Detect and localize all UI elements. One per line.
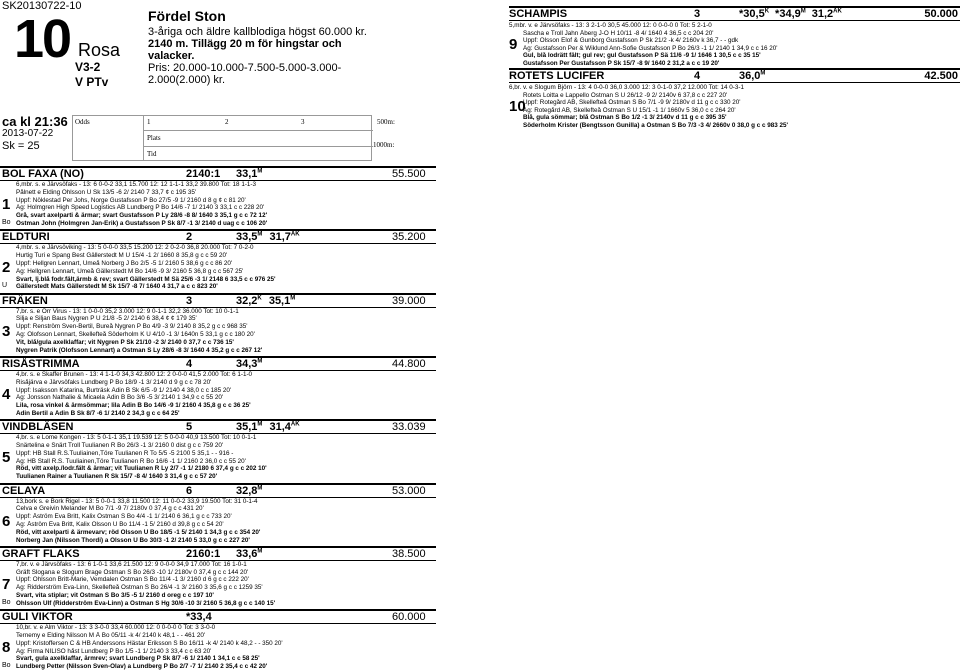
record-value: 35,1 [265, 294, 291, 307]
horse-rule [509, 6, 960, 8]
record-sup: AK [290, 421, 300, 428]
horse-record-2 [236, 168, 262, 180]
horse-line: Silja e Siljan Baus Nygren P U 21/8 -5 2/ 2140 6 38,4 ¢ ¢ 179 35' [16, 315, 197, 323]
horse-line: Celva e Greivin Melander M Bo 7/1 -9 7/ 2180v 0 37,4 g c c 431 20' [16, 505, 204, 513]
horse-line: Röd, vitt axelp./lodr.fält & ärmar; vit Tuulianen R Ly 2/7 -1 1/ 2180 6 37,4 g c c 202 10' [16, 465, 267, 473]
post-prefix: Bo [2, 219, 11, 226]
horse-line: Gällerstedt Mats Gällerstedt M Sk 15/7 -8 7/ 1640 4 31,7 a c c 823 20' [16, 283, 218, 291]
horse-sep [509, 20, 960, 21]
race-date: 2013-07-22 [2, 128, 54, 139]
horse-record-main: 3 [186, 294, 193, 307]
record-value: 32,2 [236, 294, 258, 307]
horse-line: 6,br. v. e Slogum Björn - 13: 4 0-0-0 36,0 3.000 12: 3 0-1-0 37,2 12.000 Tot: 14 0-3-1 [509, 84, 745, 91]
horse-line: Uppf: Olsson Elof & Gunborg Gustafsson P Sk 21/2 -k 4/ 2160v k 36,7 - - gdk [523, 37, 739, 44]
horse-line: Äg: Firma NILISO håst Lundberg P Bo 1/5 -1 1/ 2140 3 33,4 c c 63 20' [16, 647, 212, 655]
horse-prize: 50.000 [924, 8, 958, 20]
record-sup: AK [290, 231, 300, 238]
horse-prize: 53.000 [392, 484, 426, 497]
horse-sep [509, 82, 960, 83]
horse-name: GRAFT FLAKS [2, 547, 80, 560]
horse-line: Ohlsson Ulf (Ridderström Eva-Linn) a Östman S Hg 30/6 -10 3/ 2160 5 36,8 g c c 140 15' [16, 599, 276, 607]
horse-name: CELAYA [2, 484, 46, 497]
start-number: 8 [2, 639, 11, 657]
horse-prize: 55.500 [392, 168, 426, 180]
horse-line: 7,br. v. e Järvsöfaks - 13: 6 1-0-1 33,6 21.500 12: 9 0-0-0 34,9 17.000 Tot: 16 1-0-1 [16, 560, 247, 568]
horse-line: Uppf: Hellgren Lennart, Umeå Norberg J Bo 2/5 -5 1/ 2160 5 38,6 g c c 86 20' [16, 259, 233, 267]
start-number: 5 [2, 449, 11, 467]
horse-line: Uppf: Kristoffersen C & HB Anderssons Hästar Eriksson S Bo 16/11 -k 4/ 2140 k 48,2 - - 350 20' [16, 639, 283, 647]
record-value: 35,1 [236, 421, 258, 434]
horse-name: RISÅSTRIMMA [2, 357, 80, 370]
horse-name: ROTETS LUCIFER [509, 70, 605, 82]
record-sup: M [800, 8, 806, 15]
record-sup: M [257, 168, 263, 175]
horse-line: Ädin Bertil a Ädin B Sk 8/7 -6 1/ 2140 2 34,3 g c c 64 25' [16, 409, 180, 417]
horse-line: 5,mbr. v. e Järvsöfaks - 13: 3 2-1-0 30,5 45.000 12: 0 0-0-0 0 Tot: 5 2-1-0 [509, 22, 712, 29]
record-sup: M [257, 358, 263, 365]
horse-line: Grå, svart axelparti & ärmar; svart Gustafsson P Ly 28/6 -8 8/ 1640 3 35,1 g c c 72 12' [16, 212, 268, 220]
desc-line-1: 3-åriga och äldre kallblodiga högst 60.000 kr. [148, 26, 367, 38]
horse-line: Gul, blå lodrätt fält; gul rev; gul Gustafsson P Sä 11/6 -9 1/ 1646 1 30,5 c c 35 15' [523, 52, 761, 59]
horse-line: 4,br. s. e Skaffer Brunen - 13: 4 1-1-0 34,3 42.800 12: 2 0-0-0 41,5 2.000 Tot: 6 1-1-0 [16, 370, 253, 378]
horse-record-main: *33,4 [186, 611, 212, 624]
odds-col-2: 2 [225, 118, 229, 126]
horse-line: Svart, gula axelklaffar, ärmrev; svart Lundberg P Sk 8/7 -6 1/ 2140 1 34,1 c c 58 25' [16, 655, 260, 663]
record-sup: K [764, 8, 770, 15]
post-prefix: U [2, 282, 8, 290]
horse-number: 4 [694, 70, 701, 82]
horse-name: VINDBLÄSEN [2, 421, 74, 434]
start-number: 9 [509, 36, 518, 53]
record-value: 33,5 [236, 231, 258, 244]
horse-line: Äg: HB Stall R.S. Tuuliainen,Töre Tuulianen R Bo 16/6 -1 1/ 2160 2 36,0 c c 55 20' [16, 457, 246, 465]
horse-name: GULI VIKTOR [2, 611, 73, 624]
horse-record-main: 2140:1 [186, 168, 221, 180]
horse-line: Äg: Hellgren Lennart, Umeå Gällerstedt M Bo 14/6 -9 3/ 2160 5 36,8 g c c 567 25' [16, 267, 244, 275]
record-sup: M [257, 484, 263, 491]
desc-line-2: 2140 m. Tillägg 20 m för hingstar och valacker. [148, 38, 342, 62]
record-sup: M [257, 421, 263, 428]
record-value: 31,7 [266, 231, 291, 244]
horse-line: Sascha e Troll Jahn Åberg J-O H 10/11 -8 4/ 1640 4 36,5 c c 204 20' [523, 29, 714, 37]
start-number: 1 [2, 196, 11, 213]
start-number: 6 [2, 512, 11, 530]
horse-record-main: 2160:1 [186, 547, 221, 560]
tid-label: Tid [147, 150, 157, 158]
race-id: SK20130722-10 [2, 0, 82, 12]
start-number: 3 [2, 322, 11, 340]
horse-record-main: 2 [186, 231, 193, 244]
horse-line: Uppf: Rotegård AB, Skellefteå Östman S Bo 7/1 -9 9/ 2180v d 11 g c c 330 20' [523, 99, 741, 106]
odds-col-1: 1 [147, 118, 151, 126]
horse-line: 6,mbr. s. e Järvsöfaks - 13: 6 0-0-2 33,1 15.700 12: 12 1-1-1 33,2 39.800 Tot: 18 1-1-3 [16, 181, 257, 188]
horse-prize: 60.000 [392, 611, 426, 624]
record-sup: M [257, 548, 263, 555]
record-value: $*30,5^K$ [739, 8, 770, 20]
record-sup: K [257, 294, 262, 301]
horse-line: Lila, rosa vinkel & ärmsömmar; lila Ädin B Bo 14/6 -9 1/ 2160 4 35,8 g c c 36 25' [16, 402, 251, 410]
odds-dist-1000: 1000m: [373, 141, 395, 149]
horse-line: Hurtig Turi e Spang Best Gällerstedt M U 15/4 -1 2/ 1660 8 35,8 g c c 59 20' [16, 252, 228, 260]
start-number: 4 [2, 385, 11, 403]
horse-line: 10,br. v. e Alm Viktor - 13: 3 3-0-0 33,4 60.000 12: 0 0-0-0 0 Tot: 3 3-0-0 [16, 624, 216, 632]
record-value: $36,0^M$ [739, 70, 766, 82]
horse-record-2 [236, 231, 300, 243]
horse-line: Uppf: Åström Eva Britt, Kalix Östman S Bo 4/4 -1 1/ 2140 6 36,1 g c c 733 20' [16, 513, 232, 521]
horse-line: Blå, gula sömmar; blå Östman S Bo 1/2 -1 3/ 2140v d 11 g c c 395 35' [523, 114, 727, 121]
horse-line: Snärtelina e Snärt Troll Tuulianen R Bo 26/3 -1 3/ 2160 0 dist g c c 759 20' [16, 442, 224, 449]
horse-line: Ternemy e Elding Nilsson M Å Bo 05/11 -k 4/ 2140 k 48,1 - - 461 20' [16, 631, 206, 639]
horse-line: Äg: Gustafsson Per & Wiklund Ann-Sofie Gustafsson P Bo 26/3 -1 1/ 2140 1 34,9 c c 16 20' [523, 44, 778, 52]
horse-line: 4,mbr. s. e Järvsöviking - 13: 5 0-0-0 33,5 15.200 12: 2 0-2-0 36,8 20.000 Tot: 7 0-2-0 [16, 244, 254, 252]
horse-line: Svart, vita stiplar; vit Östman S Bo 3/5 -5 1/ 2160 d oreg c c 197 10' [16, 592, 214, 599]
horse-prize: 39.000 [392, 294, 426, 307]
horse-line: Risåjärva e Järvsöfaks Lundberg P Bo 18/9 -1 3/ 2140 d 9 g c c 78 20' [16, 378, 212, 386]
race-name: Rosa [78, 40, 121, 60]
horse-line: Äg: Holmgren High Speed Logistics AB Lundberg P Bo 14/6 -7 1/ 2140 3 33,1 c c 228 20' [16, 204, 265, 212]
sk-value: Sk = 25 [2, 140, 40, 152]
horse-line: 4,br. s. e Lome Kongen - 13: 5 0-1-1 35,1 19.539 12: 5 0-0-0 40,9 13.500 Tot: 10 0-1-1 [16, 434, 257, 442]
start-number: 10 [509, 98, 526, 115]
horse-line: Äg: Jonsson Nathalie & Micaela Ädin B Bo 3/6 -5 3/ 2140 1 34,9 c c 55 20' [16, 394, 224, 402]
horse-prize: 35.200 [392, 231, 426, 244]
horse-line: Uppf: HB Stall R.S.Tuuliainen,Töre Tuulianen R To 5/5 -5 2100 5 35,1 - - 916 - [16, 449, 234, 457]
horse-line: Svart, lj.blå fodr.fält,ärmb & rev; svart Gällerstedt M Sä 25/6 -3 1/ 2148 6 33,5 c c 976 25' [16, 275, 276, 283]
horse-line: Äg: Åström Eva Britt, Kalix Olsson U Bo 11/4 -1 5/ 2160 d 39,8 g c c 54 20' [16, 520, 224, 528]
horse-record-2 [236, 485, 262, 497]
horse-record-2 [236, 421, 300, 433]
race-title: Fördel Ston [148, 8, 226, 24]
odds-col-3: 3 [301, 118, 305, 126]
horse-number: 3 [694, 8, 701, 20]
horse-line: Östman John (Holmgren Jan-Erik) a Gustafsson P Sk 8/7 -1 3/ 2140 d uag c c 106 20' [16, 220, 268, 227]
start-number: 7 [2, 575, 11, 593]
horse-line: Uppf: Renström Sven-Bertil, Bureå Nygren P Bo 4/9 -3 9/ 2140 8 35,2 g c c 968 35' [16, 323, 248, 331]
record-value: 33,6 [236, 547, 258, 560]
horse-record-2 [236, 358, 262, 370]
horse-line: Pålnett e Elding Ohlsson U Sk 13/5 -6 2/ 2140 7 33,7 ¢ c 195 35' [16, 188, 197, 196]
horse-line: 7,br. s. e Orr Virus - 13: 1 0-0-0 35,2 3.000 12: 9 0-1-1 32,2 36.000 Tot: 10 0-1-1 [16, 307, 239, 315]
record-sup: M [257, 231, 263, 238]
horse-record-main: 4 [186, 357, 193, 370]
horse-prize: 42.500 [924, 70, 958, 82]
horse-line: Lundberg Petter (Nilsson Sven-Olav) a Lundberg P Bo 2/7 -7 1/ 2140 2 35,4 c c 42 20' [16, 663, 268, 671]
horse-name: BOL FAXA (NO) [2, 168, 84, 180]
odds-dist-500: 500m: [377, 118, 395, 126]
horse-line: Norberg Jan (Nilsson Thordi) a Olsson U Bo 30/3 -1 2/ 2140 5 33,0 g c c 227 20' [16, 536, 250, 544]
race-type: V3-2 [75, 60, 101, 74]
horse-line: Nygren Patrik (Olofsson Lennart) a Östman S Ly 28/6 -8 3/ 1640 4 35,2 g c c 267 12' [16, 346, 263, 354]
horse-prize: 38.500 [392, 547, 426, 560]
record-value: 34,3 [236, 357, 258, 370]
horse-record-main: 6 [186, 484, 193, 497]
start-number: 2 [2, 259, 11, 277]
horse-name: ELDTURI [2, 231, 50, 244]
plats-label: Plats [147, 134, 161, 142]
race-description [148, 26, 368, 86]
horse-line: Äg: Olofsson Lennart, Skellefteå Söderholm K U 4/10 -1 3/ 1640n 5 33,1 g c c 180 20' [16, 331, 255, 338]
horse-line: Gräft Slogana e Slogum Brage Östman S Bo 26/3 -10 1/ 2180v 0 37,4 g c c 144 20' [16, 568, 249, 576]
race-type-secondary: V PTv [75, 75, 109, 89]
desc-line-3: Pris: 20.000-10.000-7.500-5.000-3.000-2.000(2.000) kr. [148, 62, 342, 86]
horse-line: Äg: Rotegård AB, Skellefteå Östman S U 15/1 -1 1/ 1660v 5 36,0 c c 264 20' [523, 106, 736, 114]
horse-line: Tuulianen Rainer a Tuulianen R Sk 15/7 -8 4/ 1640 3 31,4 g c c 57 20' [16, 473, 218, 481]
horse-record [739, 8, 848, 20]
record-sup: M [760, 70, 766, 77]
horse-line: Vit, blå/gula axelklaffar; vit Nygren P Sk 21/10 -2 3/ 2140 0 37,7 c c 736 15' [16, 338, 234, 346]
horse-record [739, 70, 771, 82]
start-time: ca kl 21:36 [2, 114, 68, 129]
horse-rule [0, 293, 436, 295]
record-value: 33,1 [236, 168, 258, 180]
record-sup: M [290, 294, 296, 301]
post-prefix: Bo [2, 662, 11, 670]
horse-prize: 33.039 [392, 421, 426, 434]
horse-line: Gustafsson Per Gustafsson P Sk 15/7 -8 9/ 1640 2 31,2 a c c 19 20' [523, 59, 720, 67]
horse-name: FRÄKEN [2, 294, 48, 307]
horse-record-2 [236, 548, 262, 560]
record-sup: AK [833, 8, 842, 15]
odds-label: Odds [75, 118, 90, 126]
horse-line: Uppf: Isaksson Katarina, Burträsk Ädin B Sk 6/5 -9 1/ 2140 4 38,0 c c 185 20' [16, 386, 232, 394]
record-value: 31,4 [266, 421, 291, 434]
race-number: 10 [14, 9, 71, 69]
record-value: $*34,9^M$ [775, 8, 806, 20]
horse-line: Äg: Ridderström Eva-Linn, Skellefteå Östman S Bo 26/4 -1 3/ 2160 3 35,6 g c c 1259 35' [16, 584, 263, 592]
horse-line: Röd, vitt axelparti & ärmevarv; röd Olsson U Bo 18/5 -1 5/ 2140 1 34,3 g c c 354 20' [16, 528, 261, 536]
horse-line: Uppf: Nöklestad Per Johs, Norge Gustafsson P Bo 27/5 -9 1/ 2160 d 8 g ¢ c 81 20' [16, 196, 246, 204]
record-value: 32,8 [236, 484, 258, 497]
horse-record-2 [236, 295, 295, 307]
post-prefix: Bo [2, 598, 11, 606]
horse-record-main: 5 [186, 421, 193, 434]
horse-line: Söderholm Krister (Bengtsson Gunilla) a Östman S Bo 7/3 -3 4/ 2660v 0 38,0 g c c 983 25' [523, 121, 789, 129]
horse-rule [0, 229, 436, 231]
odds-box [72, 115, 395, 161]
record-value: $31,2^{AK}$ [811, 8, 842, 20]
horse-prize: 44.800 [392, 357, 426, 370]
horse-line: Uppf: Ohlsson Britt-Marie, Vemdalen Östman S Bo 11/4 -1 3/ 2160 d 6 g c c 222 20' [16, 576, 249, 584]
horse-line: 13,bork s. e Bork Rigel - 13: 5 0-0-1 33,8 11.500 12: 11 0-0-2 33,9 19.500 Tot: 31 0-1-4 [16, 497, 258, 505]
horse-rule [0, 483, 436, 485]
horse-name: SCHAMPIS [509, 8, 568, 20]
horse-line: Rotets Loitta e Lappello Östman S U 26/12 -9 2/ 2140v 6 37,8 c c 227 20' [523, 91, 728, 99]
